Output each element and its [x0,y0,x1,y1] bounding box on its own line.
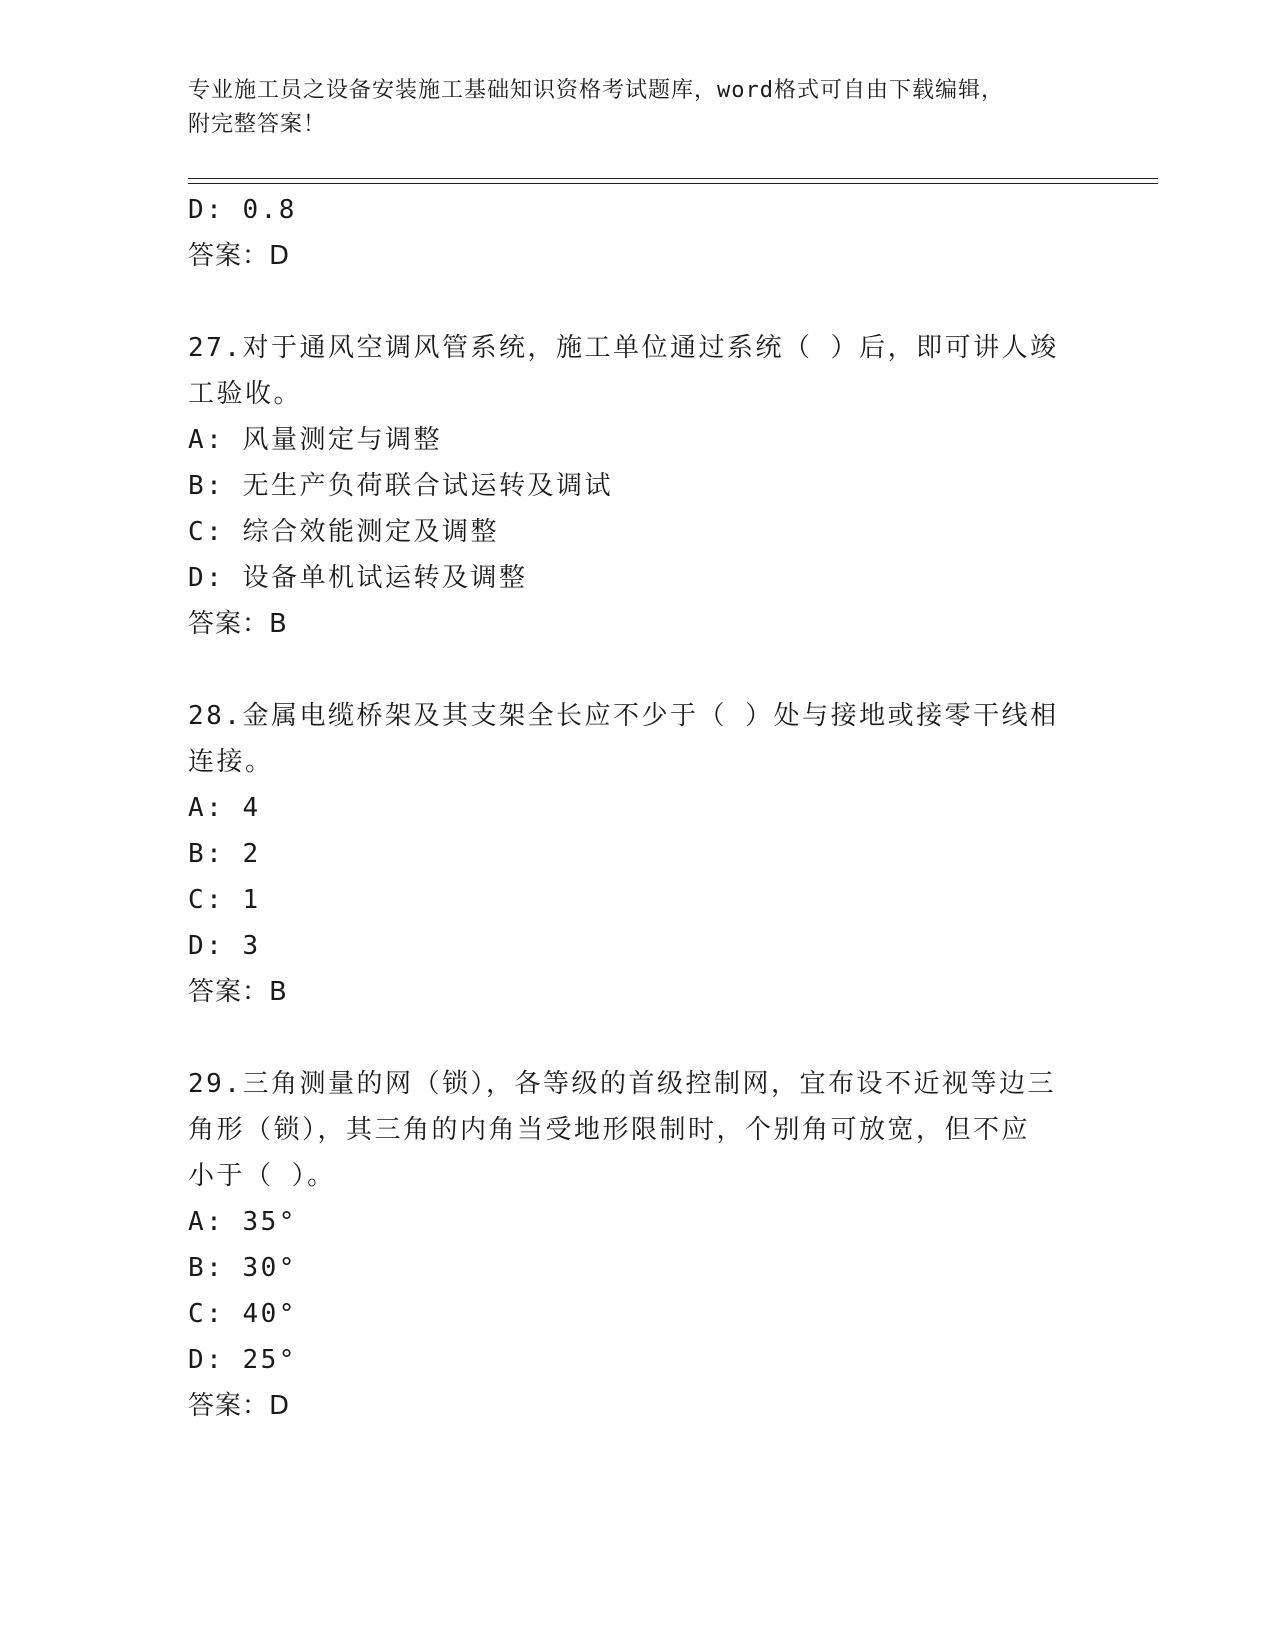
answer-line: 答案：B [188,609,288,639]
question-stem: 28.金属电缆桥架及其支架全长应不少于（ ）处与接地或接零干线相 [188,701,1059,731]
previous-question-tail [188,187,1088,279]
option-a: A: 风量测定与调整 [188,425,442,455]
question-stem: 连接。 [188,747,274,777]
option-d: D: 设备单机试运转及调整 [188,563,528,593]
question-29 [188,1061,1088,1429]
header-line-2: 附完整答案！ [188,112,327,137]
option-b: B: 无生产负荷联合试运转及调试 [188,471,613,501]
document-header [188,74,1088,142]
option-d: D: 25° [188,1345,297,1375]
question-stem: 29.三角测量的网（锁），各等级的首级控制网，宜布设不近视等边三 [188,1069,1056,1099]
header-divider-bottom [188,183,1158,184]
option-a: A: 35° [188,1207,297,1237]
spacer [188,647,1088,693]
answer-line: 答案：B [188,977,288,1007]
option-b: B: 30° [188,1253,297,1283]
option-d: D: 3 [188,931,261,961]
header-line-1: 专业施工员之设备安装施工基础知识资格考试题库，word格式可自由下载编辑， [188,78,1004,103]
question-27 [188,325,1088,647]
answer-line: 答案：D [188,241,291,271]
option-d: D: 0.8 [188,195,297,225]
option-b: B: 2 [188,839,261,869]
spacer [188,279,1088,325]
spacer [188,1015,1088,1061]
header-divider-top [188,178,1158,179]
option-a: A: 4 [188,793,261,823]
question-stem: 工验收。 [188,379,303,409]
option-c: C: 40° [188,1299,297,1329]
option-c: C: 1 [188,885,261,915]
question-28 [188,693,1088,1015]
question-stem: 小于（ ）。 [188,1161,336,1191]
question-stem: 角形（锁），其三角的内角当受地形限制时，个别角可放宽，但不应 [188,1115,1031,1145]
option-c: C: 综合效能测定及调整 [188,517,499,547]
question-content [188,187,1088,1429]
answer-line: 答案：D [188,1391,291,1421]
question-stem: 27.对于通风空调风管系统，施工单位通过系统（ ）后，即可讲人竣 [188,333,1059,363]
